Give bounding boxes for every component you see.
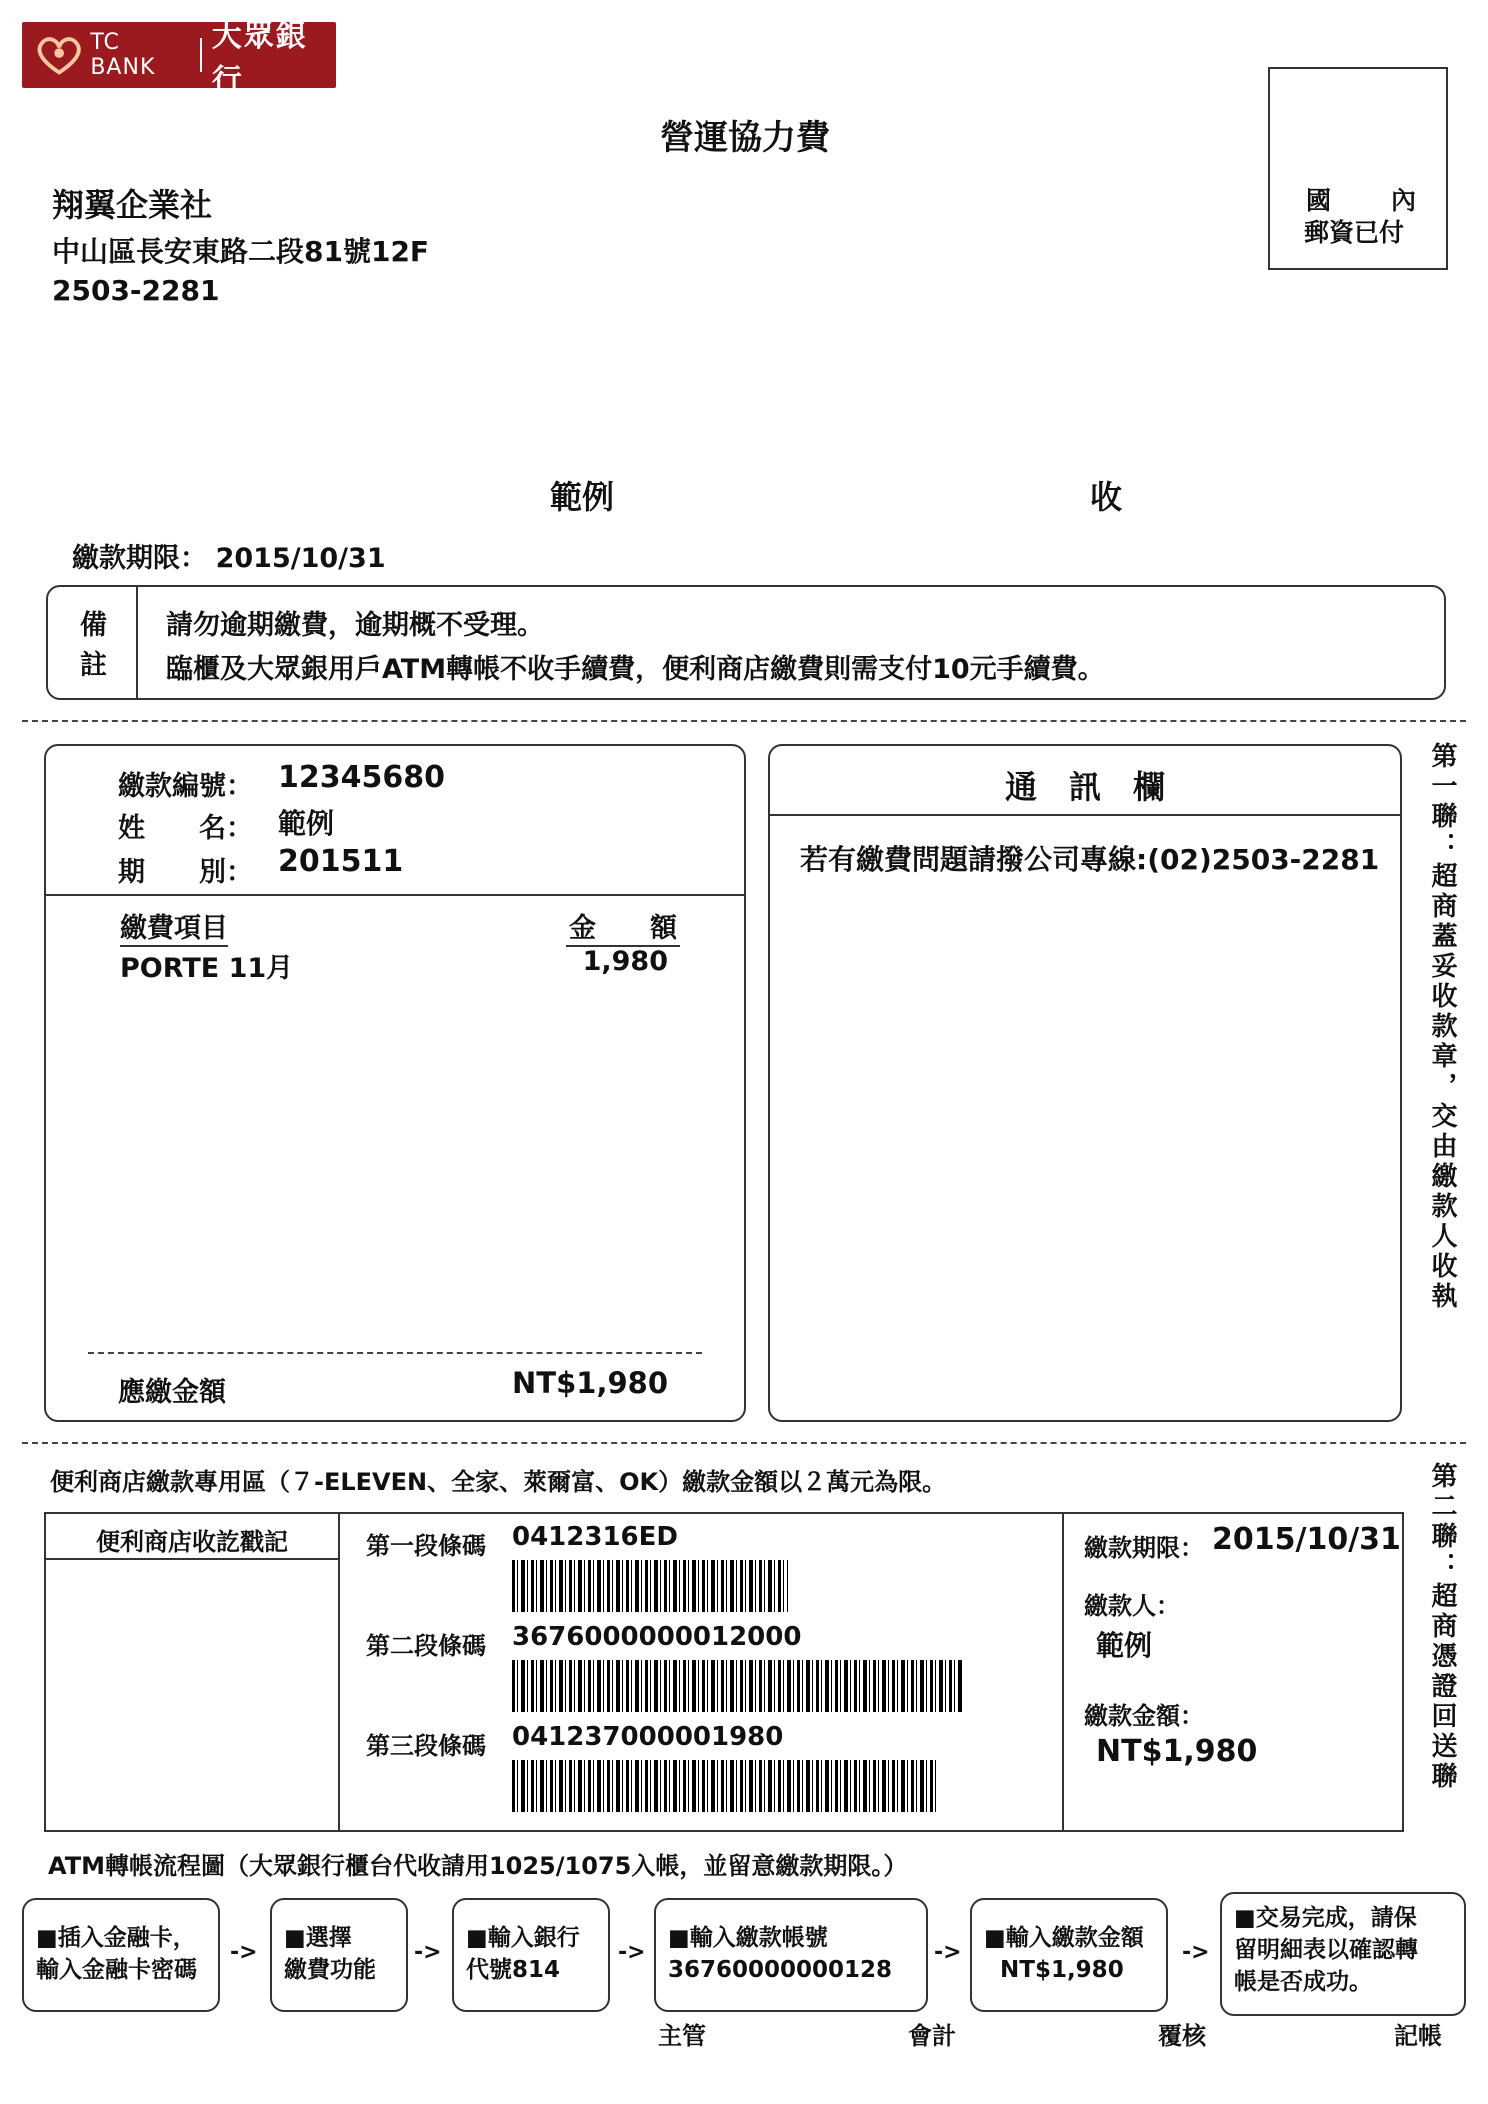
atm-arrow-3: -> <box>618 1940 646 1965</box>
item-header: 繳費項目 <box>120 906 228 947</box>
barcode-2 <box>512 1660 962 1712</box>
payment-details-box <box>44 744 746 1422</box>
notes-line-1: 請勿逾期繳費，逾期概不受理。 <box>166 610 544 641</box>
payment-no: 12345680 <box>278 760 445 795</box>
item-name: PORTE 11月 <box>120 953 294 984</box>
notes-box <box>46 585 1446 700</box>
atm-arrow-2: -> <box>414 1940 442 1965</box>
store-payer: 範例 <box>1096 1629 1153 1662</box>
barcode-3-value: 041237000001980 <box>512 1722 784 1752</box>
atm-step-4-line-1: ■輸入繳款帳號 <box>668 1925 828 1951</box>
period-label: 期 別： <box>118 857 253 888</box>
store-payment-table <box>44 1512 1404 1832</box>
notes-label-b: 註 <box>80 650 107 681</box>
atm-step-1-line-2: 輸入金融卡密碼 <box>36 1957 197 1983</box>
atm-step-5 <box>970 1898 1168 2012</box>
atm-step-3-line-1: ■輸入銀行 <box>466 1925 580 1951</box>
postage-paid: 郵資已付 <box>1304 218 1405 247</box>
atm-flow-title: ATM轉帳流程圖（大眾銀行櫃台代收請用1025/1075入帳，並留意繳款期限。） <box>48 1852 908 1880</box>
atm-arrow-4: -> <box>934 1940 962 1965</box>
due-date-line <box>72 536 386 575</box>
recipient-name: 範例 <box>550 478 615 516</box>
cut-line-2 <box>22 1442 1466 1444</box>
atm-step-2 <box>270 1898 408 2012</box>
bank-logo <box>22 19 336 98</box>
atm-step-6 <box>1220 1892 1466 2016</box>
signoff-supervisor: 主管 <box>658 2022 706 2050</box>
amount-header: 金 額 <box>566 906 680 947</box>
recipient-suffix: 收 <box>1090 478 1123 516</box>
atm-step-2-line-1: ■選擇 <box>284 1925 352 1951</box>
barcode-3 <box>512 1760 938 1812</box>
document-title: 營運協力費 <box>660 118 830 158</box>
communication-text: 若有繳費問題請撥公司專線:(02)2503-2281 <box>800 843 1380 876</box>
postage-domestic-a: 國 <box>1306 186 1332 215</box>
communication-box <box>768 744 1402 1422</box>
logo-zh: 大眾銀行 <box>211 19 308 98</box>
company-phone: 2503-2281 <box>52 274 220 307</box>
atm-step-4 <box>654 1898 928 2012</box>
postage-domestic-b: 內 <box>1390 186 1416 215</box>
atm-step-4-line-2: 36760000000128 <box>668 1957 893 1983</box>
logo-divider <box>200 38 202 72</box>
item-amount: 1,980 <box>582 946 668 977</box>
total-amount: NT$1,980 <box>512 1366 668 1400</box>
name-label: 姓 名： <box>118 813 253 844</box>
atm-step-1-line-1: ■插入金融卡， <box>36 1925 196 1951</box>
stub2-side-label: 第二聯：超商憑證回送聯 <box>1427 1462 1457 1792</box>
store-heading: 便利商店繳款專用區（７-ELEVEN、全家、萊爾富、OK）繳款金額以２萬元為限。 <box>50 1468 947 1496</box>
barcode-1-value: 0412316ED <box>512 1522 678 1552</box>
payment-no-label: 繳款編號： <box>118 771 253 802</box>
logo-en: TC BANK <box>90 30 156 80</box>
atm-step-3-line-2: 代號814 <box>466 1957 561 1983</box>
store-amount-label: 繳款金額： <box>1084 1702 1204 1730</box>
communication-header: 通 訊 欄 <box>1004 768 1165 806</box>
atm-step-3 <box>452 1898 610 2012</box>
store-due-value: 2015/10/31 <box>1212 1522 1401 1557</box>
signoff-accounting: 會計 <box>908 2022 956 2050</box>
barcode-1 <box>512 1560 788 1612</box>
barcode-3-label: 第三段條碼 <box>366 1732 486 1760</box>
stub1-side-label: 第一聯：超商蓋妥收款章，交由繳款人收執 <box>1427 742 1457 1312</box>
notes-line-2: 臨櫃及大眾銀用戶ATM轉帳不收手續費，便利商店繳費則需支付10元手續費。 <box>166 654 1105 685</box>
postage-box <box>1268 67 1448 270</box>
cut-line-1 <box>22 720 1466 722</box>
barcode-1-label: 第一段條碼 <box>366 1532 486 1560</box>
signoff-review: 覆核 <box>1158 2022 1206 2050</box>
signoff-bookkeeping: 記帳 <box>1394 2022 1442 2050</box>
total-label: 應繳金額 <box>118 1377 226 1408</box>
atm-step-6-line-3: 帳是否成功。 <box>1234 1969 1372 1995</box>
payer-name: 範例 <box>278 807 335 840</box>
atm-step-2-line-2: 繳費功能 <box>284 1957 376 1983</box>
store-stamp-label: 便利商店收訖戳記 <box>96 1528 288 1556</box>
atm-step-5-line-1: ■輸入繳款金額 <box>984 1925 1144 1951</box>
notes-label-a: 備 <box>80 610 107 641</box>
due-date-label: 繳款期限： <box>72 543 207 574</box>
atm-arrow-1: -> <box>230 1940 258 1965</box>
atm-step-6-line-2: 留明細表以確認轉 <box>1234 1937 1418 1963</box>
store-due-label: 繳款期限： <box>1084 1534 1204 1562</box>
store-amount: NT$1,980 <box>1096 1734 1258 1769</box>
atm-step-6-line-1: ■交易完成，請保 <box>1234 1905 1417 1931</box>
heart-logo-icon <box>32 33 86 77</box>
company-address: 中山區長安東路二段81號12F <box>52 235 430 268</box>
due-date-value: 2015/10/31 <box>215 543 386 574</box>
atm-step-1 <box>22 1898 220 2012</box>
barcode-2-label: 第二段條碼 <box>366 1632 486 1660</box>
store-payer-label: 繳款人： <box>1084 1592 1180 1620</box>
atm-arrow-5: -> <box>1182 1940 1210 1965</box>
barcode-2-value: 3676000000012000 <box>512 1622 802 1652</box>
atm-step-5-line-2: NT$1,980 <box>1000 1957 1124 1983</box>
period-value: 201511 <box>278 844 404 879</box>
company-name: 翔翼企業社 <box>52 186 213 224</box>
